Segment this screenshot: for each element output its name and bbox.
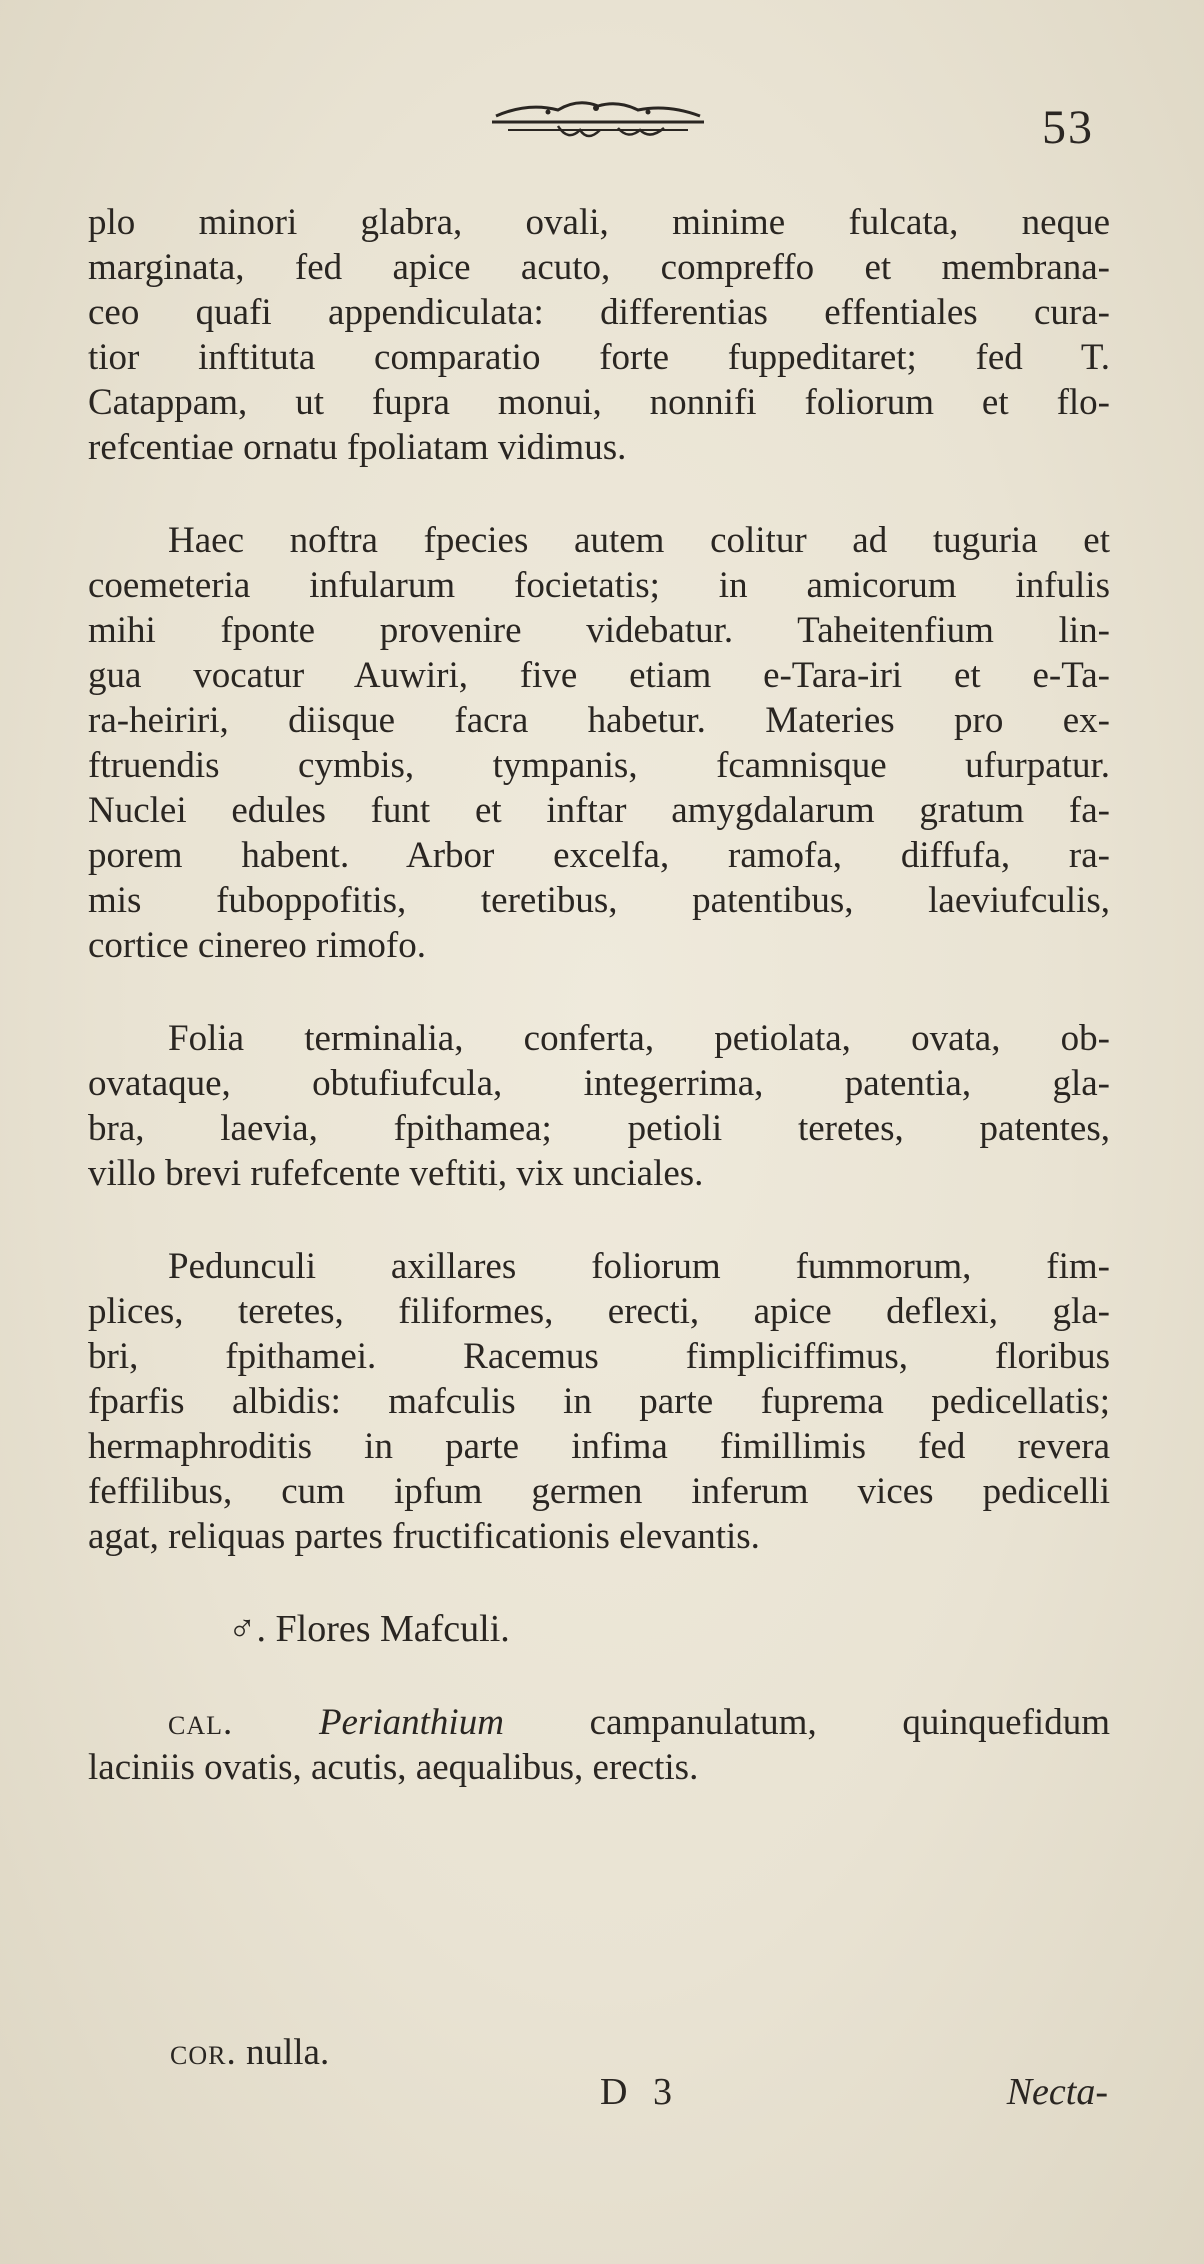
text-line: ftruendis cymbis, tympanis, fcamnisque ufurpatur.	[88, 745, 1110, 786]
paragraph-4	[88, 1244, 1110, 1559]
signature-mark: D 3	[600, 2071, 680, 2113]
text-line: fparfis albidis: mafculis in parte fuprema pedicellatis;	[88, 1381, 1110, 1422]
text-line: Catappam, ut fupra monui, nonnifi foliorum et flo-	[88, 382, 1110, 423]
paragraph-gap	[88, 1559, 1110, 1607]
paragraph-gap	[88, 968, 1110, 1016]
cor-text: nulla.	[245, 2032, 330, 2073]
paragraph-gap	[88, 1196, 1110, 1244]
text-line: porem habent. Arbor excelfa, ramofa, diffufa, ra-	[88, 835, 1110, 876]
text-line: gua vocatur Auwiri, five etiam e-Tara-iri et e-Ta-	[88, 655, 1110, 696]
text-line: Folia terminalia, conferta, petiolata, ovata, ob-	[168, 1018, 1110, 1059]
text-line: feffilibus, cum ipfum germen inferum vices pedicelli	[88, 1471, 1110, 1512]
cal-text: campanulatum, quinquefidum	[589, 1702, 1110, 1743]
text-line: laciniis ovatis, acutis, aequalibus, erectis.	[88, 1747, 699, 1788]
paragraph-1	[88, 200, 1110, 470]
cal-term: Perianthium	[318, 1702, 504, 1743]
header-ornament	[488, 96, 708, 148]
text-line: bri, fpithamei. Racemus fimpliciffimus, floribus	[88, 1336, 1110, 1377]
text-line: refcentiae ornatu fpoliatam vidimus.	[88, 427, 627, 468]
text-line: villo brevi rufefcente veftiti, vix unciales.	[88, 1153, 704, 1194]
male-flowers-heading: ♂. Flores Mafculi.	[228, 1608, 510, 1650]
text-line: ra-heiriri, diisque facra habetur. Materies pro ex-	[88, 700, 1110, 741]
text-line: marginata, fed apice acuto, compreffo et membrana-	[88, 247, 1110, 288]
text-line	[88, 1700, 1110, 1745]
text-line: Haec noftra fpecies autem colitur ad tuguria et	[168, 520, 1110, 561]
paragraph-gap	[88, 470, 1110, 518]
page-footer	[0, 2070, 1204, 2130]
text-line: mihi fponte provenire videbatur. Taheitenfium lin-	[88, 610, 1110, 651]
cor-description	[170, 2030, 329, 2075]
catchword: Necta-	[1006, 2071, 1108, 2113]
body-text	[88, 200, 1110, 1790]
text-line: ovataque, obtufiufcula, integerrima, patentia, gla-	[88, 1063, 1110, 1104]
text-line: plices, teretes, filiformes, erecti, apice deflexi, gla-	[88, 1291, 1110, 1332]
text-line: plo minori glabra, ovali, minime fulcata, neque	[88, 202, 1110, 243]
text-line: bra, laevia, fpithamea; petioli teretes, patentes,	[88, 1108, 1110, 1149]
paragraph-2	[88, 518, 1110, 968]
text-line: Nuclei edules funt et inftar amygdalarum gratum fa-	[88, 790, 1110, 831]
paragraph-gap	[88, 1652, 1110, 1700]
text-line: cortice cinereo rimofo.	[88, 925, 426, 966]
text-line: tior inftituta comparatio forte fuppeditaret; fed T.	[88, 337, 1110, 378]
text-line: agat, reliquas partes fructificationis elevantis.	[88, 1516, 760, 1557]
text-line: coemeteria infularum focietatis; in amicorum infulis	[88, 565, 1110, 606]
text-line: hermaphroditis in parte infima fimillimis fed revera	[88, 1426, 1110, 1467]
text-line: Pedunculi axillares foliorum fummorum, fim-	[168, 1246, 1110, 1287]
cal-description	[88, 1700, 1110, 1790]
cor-label: cor.	[170, 2032, 237, 2073]
cal-label: cal.	[168, 1702, 234, 1743]
text-line: ceo quafi appendiculata: differentias effentiales cura-	[88, 292, 1110, 333]
text-line: mis fuboppofitis, teretibus, patentibus, laeviufculis,	[88, 880, 1110, 921]
paragraph-3	[88, 1016, 1110, 1196]
page-number: 53	[1042, 101, 1094, 154]
